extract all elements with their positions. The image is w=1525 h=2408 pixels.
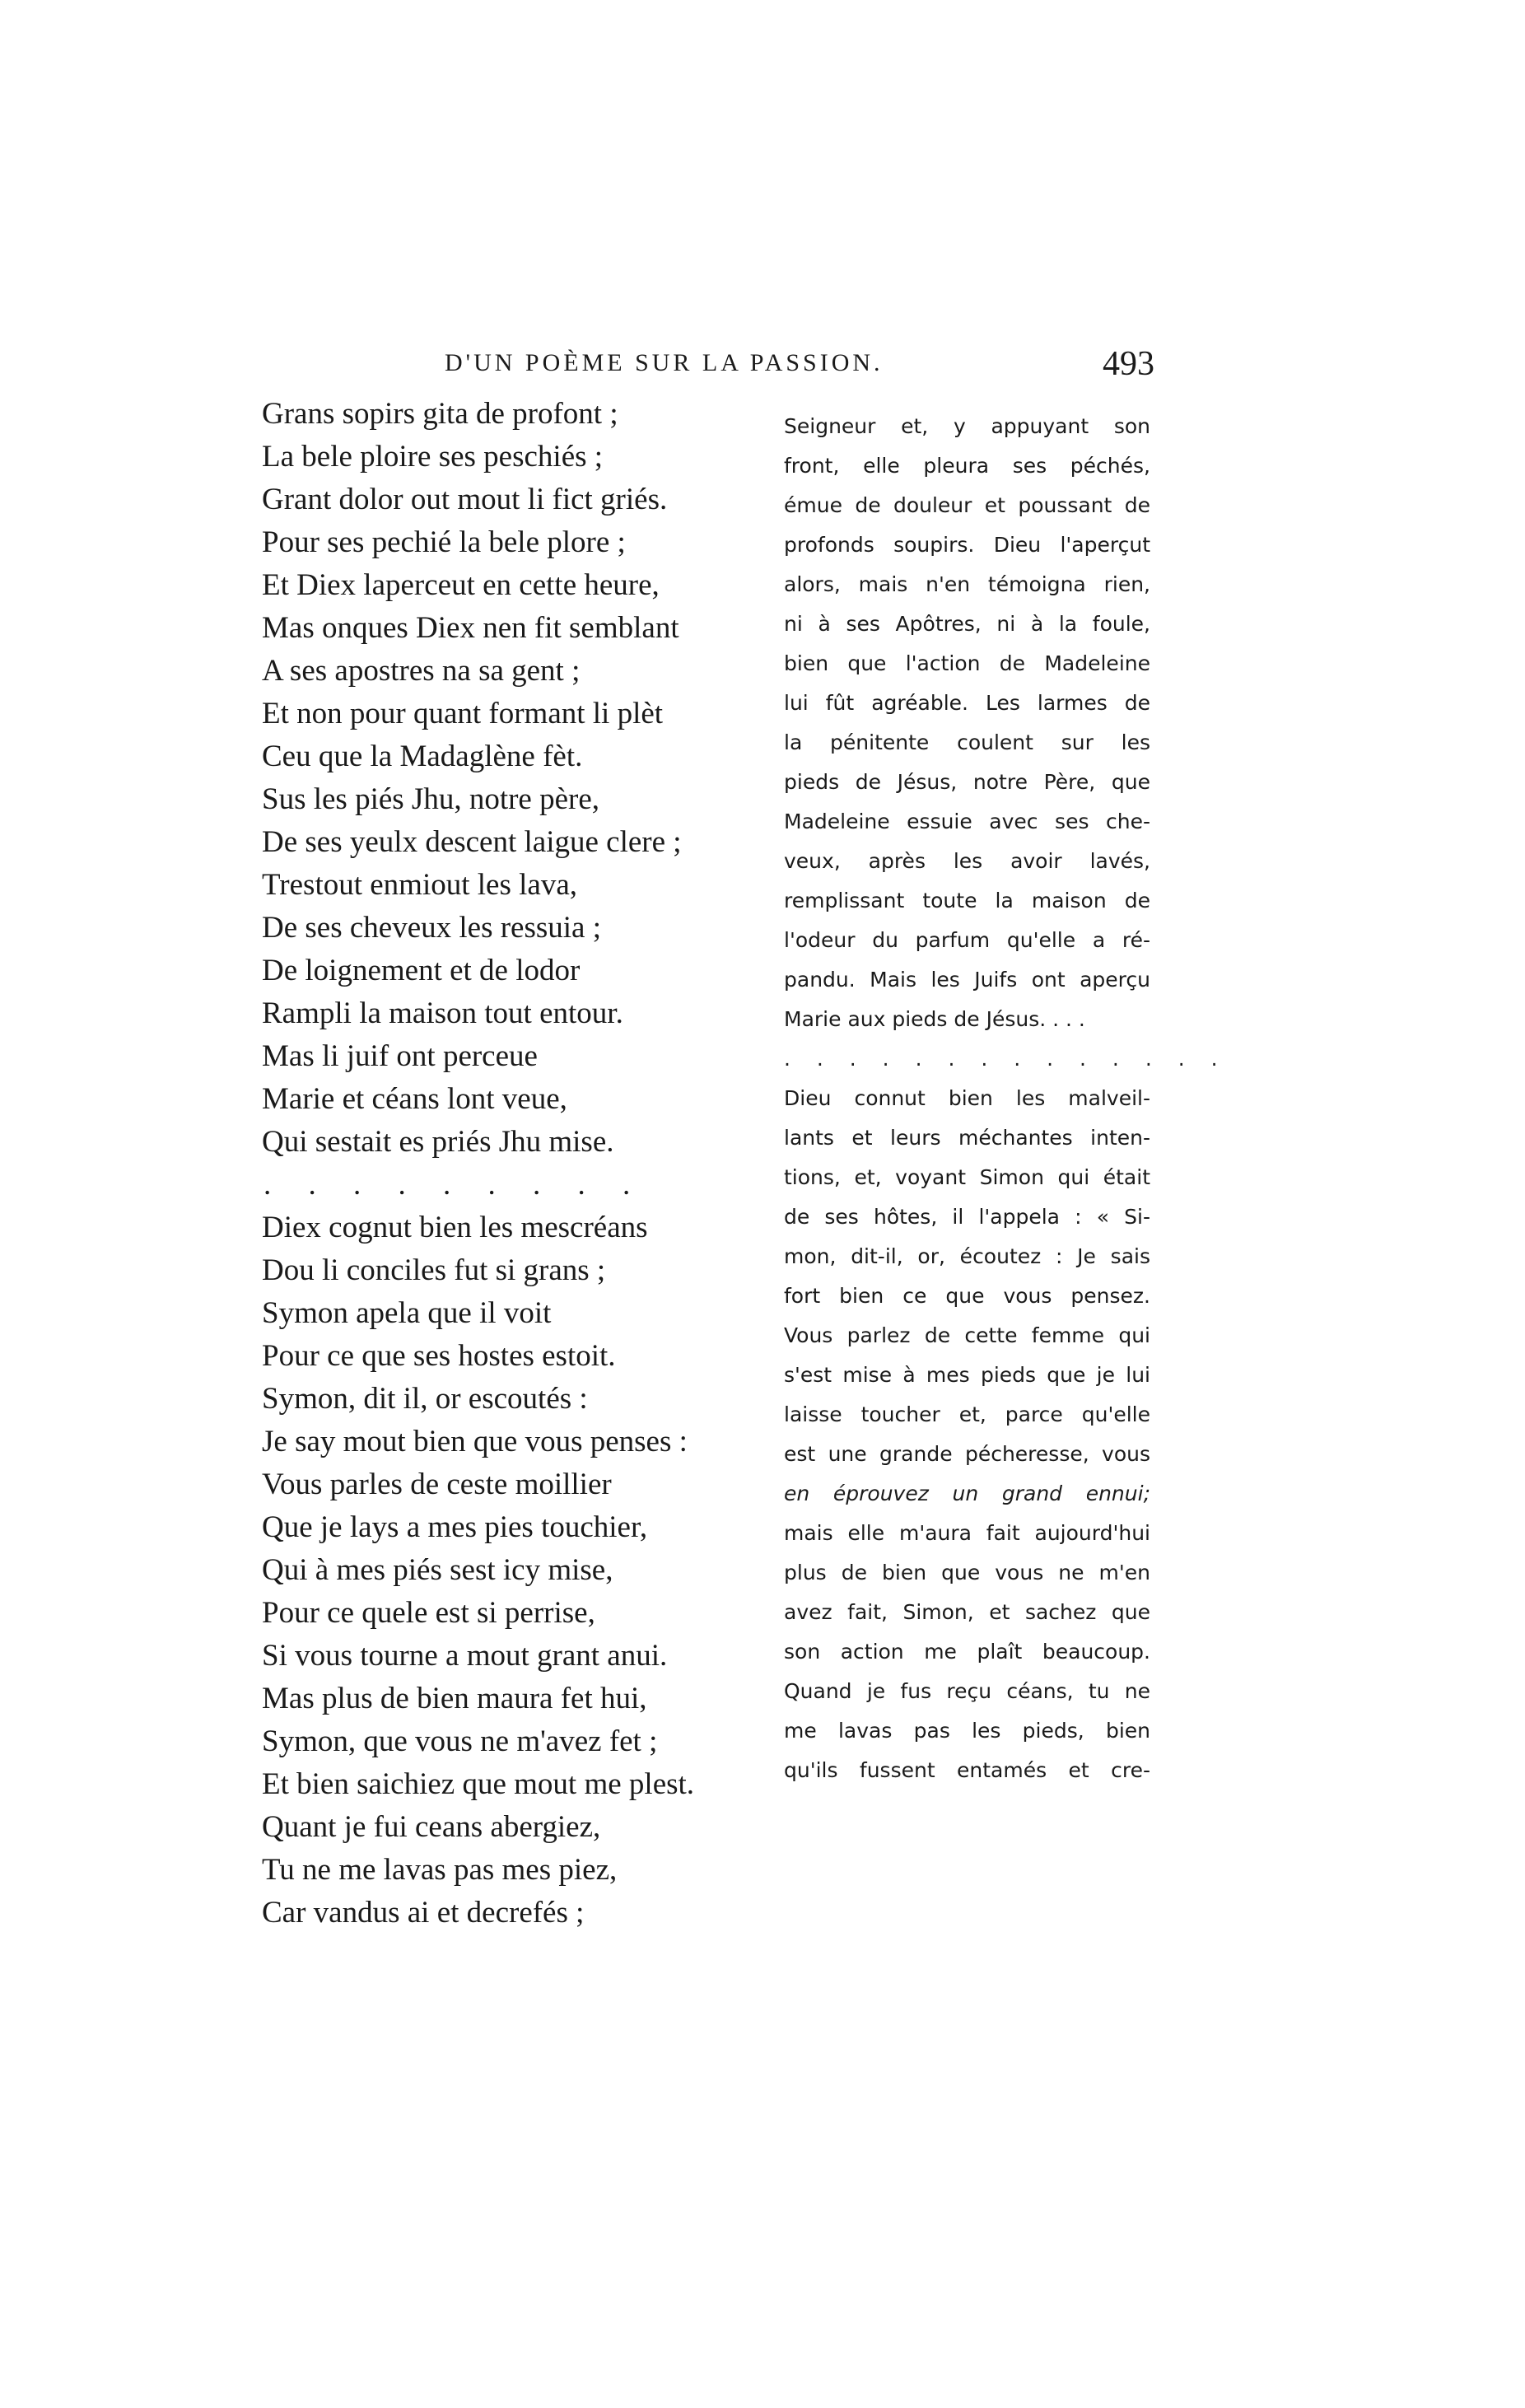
translation-line: la pénitente coulent sur les <box>784 730 1150 754</box>
page-number: 493 <box>1103 345 1154 383</box>
verse-line: Je say mout bien que vous penses : <box>262 1425 688 1458</box>
verse-line: Dou li conciles fut si grans ; <box>262 1253 606 1287</box>
verse-line: De ses cheveux les ressuia ; <box>262 911 602 945</box>
translation-line: alors, mais n'en témoigna rien, <box>784 572 1150 596</box>
translation-line: est une grande pécheresse, vous <box>784 1442 1150 1466</box>
verse-line: Symon, dit il, or escoutés : <box>262 1382 588 1416</box>
verse-line: Quant je fui ceans abergiez, <box>262 1810 601 1844</box>
verse-line: Et non pour quant formant li plèt <box>262 697 664 730</box>
translation-line: profonds soupirs. Dieu l'aperçut <box>784 533 1150 557</box>
old-french-verse-column <box>262 393 756 1934</box>
translation-line: qu'ils fussent entamés et cre- <box>784 1758 1150 1782</box>
translation-line: mon, dit-il, or, écoutez : Je sais <box>784 1244 1150 1268</box>
verse-line: Diex cognut bien les mescréans <box>262 1211 648 1244</box>
modern-french-translation-column <box>784 407 1228 1790</box>
translation-line: s'est mise à mes pieds que je lui <box>784 1363 1150 1387</box>
translation-line: ni à ses Apôtres, ni à la foule, <box>784 612 1150 636</box>
verse-line: Qui sestait es priés Jhu mise. <box>262 1125 614 1159</box>
verse-line: Vous parles de ceste moillier <box>262 1468 612 1501</box>
verse-line: Mas plus de bien maura fet hui, <box>262 1682 647 1715</box>
verse-line: Ceu que la Madaglène fèt. <box>262 740 583 773</box>
translation-line: me lavas pas les pieds, bien <box>784 1719 1150 1743</box>
verse-line: Mas onques Diex nen fit semblant <box>262 611 679 645</box>
verse-line: Grans sopirs gita de profont ; <box>262 397 618 431</box>
translation-line: laisse toucher et, parce qu'elle <box>784 1402 1150 1426</box>
verse-line: Et bien saichiez que mout me plest. <box>262 1767 695 1801</box>
translation-line: Quand je fus reçu céans, tu ne <box>784 1679 1150 1703</box>
verse-line: Qui à mes piés sest icy mise, <box>262 1553 613 1587</box>
verse-line: Trestout enmiout les lava, <box>262 868 577 902</box>
verse-line: La bele ploire ses peschiés ; <box>262 440 604 474</box>
running-title: D'UN POÈME SUR LA PASSION. <box>445 349 884 376</box>
translation-line: lants et leurs méchantes inten- <box>784 1126 1150 1150</box>
verse-line: Grant dolor out mout li fict griés. <box>262 483 668 516</box>
translation-line: émue de douleur et poussant de <box>784 493 1150 517</box>
translation-line: Madeleine essuie avec ses che- <box>784 810 1150 833</box>
translation-line: Seigneur et, y appuyant son <box>784 414 1150 438</box>
ellipsis-separator: . . . . . . . . . <box>263 1168 646 1202</box>
verse-line: Mas li juif ont perceue <box>262 1039 538 1073</box>
verse-line: Car vandus ai et decrefés ; <box>262 1896 585 1930</box>
translation-line: fort bien ce que vous pensez. <box>784 1284 1150 1308</box>
verse-line: Marie et céans lont veue, <box>262 1082 567 1116</box>
translation-line: Marie aux pieds de Jésus. . . . <box>784 1007 1085 1031</box>
translation-line: Vous parlez de cette femme qui <box>784 1323 1150 1347</box>
verse-line: Sus les piés Jhu, notre père, <box>262 782 600 816</box>
translation-line: tions, et, voyant Simon qui était <box>784 1165 1150 1189</box>
translation-line: de ses hôtes, il l'appela : « Si- <box>784 1205 1150 1229</box>
translation-line: Dieu connut bien les malveil- <box>784 1086 1150 1110</box>
verse-line: Et Diex laperceut en cette heure, <box>262 568 660 602</box>
verse-line: Pour ce quele est si perrise, <box>262 1596 595 1630</box>
translation-line: son action me plaît beaucoup. <box>784 1640 1150 1664</box>
verse-line: Que je lays a mes pies touchier, <box>262 1510 648 1544</box>
translation-line: pandu. Mais les Juifs ont aperçu <box>784 968 1150 992</box>
translation-line: veux, après les avoir lavés, <box>784 849 1150 873</box>
verse-line: Pour ses pechié la bele plore ; <box>262 525 626 559</box>
verse-line: Symon, que vous ne m'avez fet ; <box>262 1724 658 1758</box>
translation-line: l'odeur du parfum qu'elle a ré- <box>784 928 1150 952</box>
translation-line: remplissant toute la maison de <box>784 889 1150 912</box>
translation-line: lui fût agréable. Les larmes de <box>784 691 1150 715</box>
translation-line: front, elle pleura ses péchés, <box>784 454 1150 478</box>
page-header <box>255 344 1154 394</box>
translation-line: avez fait, Simon, et sachez que <box>784 1600 1150 1624</box>
verse-line: Symon apela que il voit <box>262 1296 552 1330</box>
verse-line: De ses yeulx descent laigue clere ; <box>262 825 682 859</box>
verse-line: Tu ne me lavas pas mes piez, <box>262 1853 618 1887</box>
verse-line: De loignement et de lodor <box>262 954 581 987</box>
translation-line: mais elle m'aura fait aujourd'hui <box>784 1521 1150 1545</box>
verse-line: Pour ce que ses hostes estoit. <box>262 1339 616 1373</box>
verse-line: A ses apostres na sa gent ; <box>262 654 581 688</box>
translation-line: pieds de Jésus, notre Père, que <box>784 770 1150 794</box>
translation-line italic-line: en éprouvez un grand ennui; <box>784 1482 1150 1505</box>
ellipsis-separator: . . . . . . . . . . . . . . <box>784 1047 1228 1071</box>
verse-line: Rampli la maison tout entour. <box>262 996 623 1030</box>
translation-line: bien que l'action de Madeleine <box>784 651 1150 675</box>
verse-line: Si vous tourne a mout grant anui. <box>262 1639 668 1673</box>
translation-line: plus de bien que vous ne m'en <box>784 1561 1150 1584</box>
